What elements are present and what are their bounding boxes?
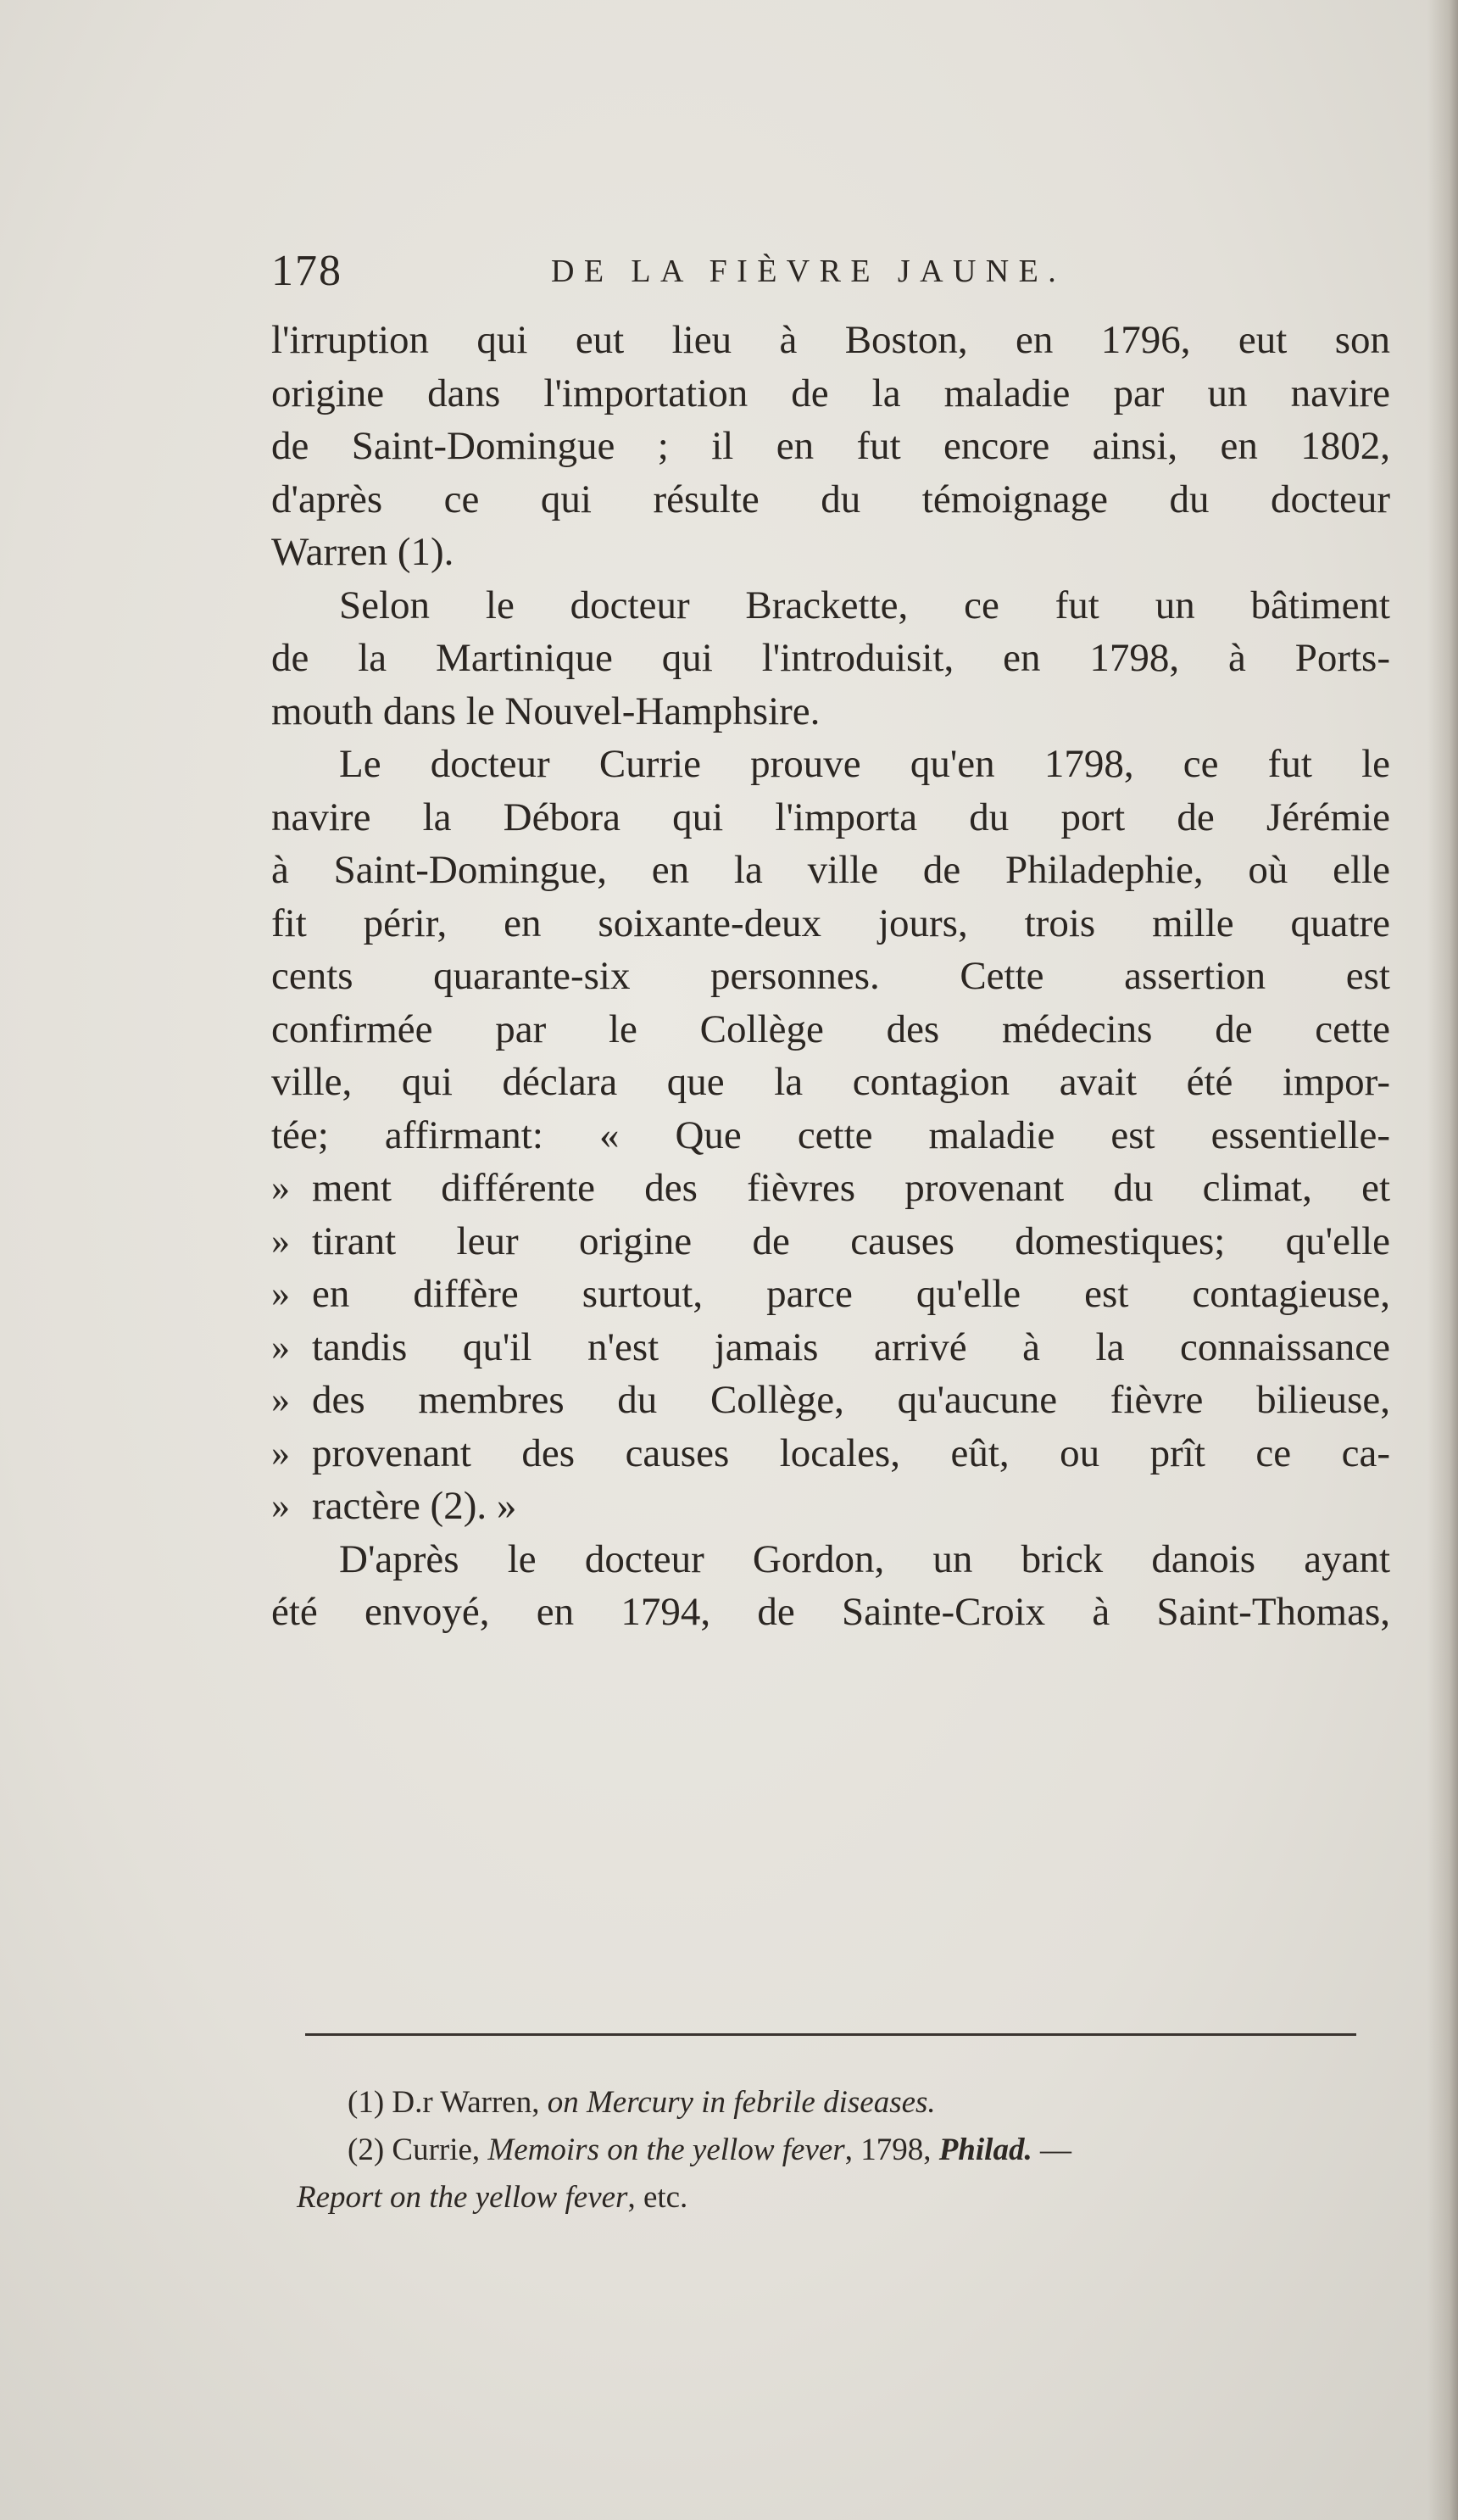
quote-line <box>271 1162 1390 1215</box>
footnote-1 <box>348 2079 1390 2127</box>
quote-line <box>271 1215 1390 1268</box>
text-line: cents quarante-six personnes. Cette assertion est <box>271 954 1390 998</box>
quote-text: tirant leur origine de causes domestiques; qu'elle <box>312 1218 1390 1263</box>
quote-line <box>271 1321 1390 1374</box>
footnote-2-year: , 1798, <box>844 2133 932 2167</box>
page-number: 178 <box>271 247 342 295</box>
main-text-block <box>271 246 1390 1639</box>
footnote-rule <box>305 2033 1356 2036</box>
guillemet: » <box>271 1273 290 1314</box>
quote-text: en diffère surtout, parce qu'elle est contagieuse, <box>312 1272 1390 1316</box>
footnote-1-title: on Mercury in febrile diseases. <box>547 2085 936 2120</box>
running-head <box>271 246 1390 314</box>
quote-text: provenant des causes locales, eût, ou prît ce ca- <box>312 1430 1390 1475</box>
quote-line <box>271 1427 1390 1480</box>
footnote-2-title: Memoirs on the yellow fever <box>487 2133 845 2167</box>
guillemet: » <box>271 1167 290 1208</box>
text-line: navire la Débora qui l'importa du port de Jérémie <box>271 794 1390 839</box>
guillemet: » <box>271 1431 290 1474</box>
guillemet: » <box>271 1325 290 1368</box>
quote-text: ractère (2). » <box>312 1484 517 1528</box>
guillemet: » <box>271 1379 290 1420</box>
footnote-2 <box>348 2127 1390 2174</box>
footnote-2-report: Report on the yellow fever <box>297 2180 628 2215</box>
guillemet: » <box>271 1485 290 1526</box>
text-line: confirmée par le Collège des médecins de cette <box>271 1006 1390 1051</box>
footnote-2-place: Philad. <box>938 2133 1032 2167</box>
guillemet: » <box>271 1219 290 1262</box>
text-line: de la Martinique qui l'introduisit, en 1798, à Ports- <box>271 636 1390 680</box>
text-line: tée; affirmant: « Que cette maladie est essentielle- <box>271 1112 1390 1157</box>
text-line: D'après le docteur Gordon, un brick danois ayant <box>339 1536 1390 1581</box>
quote-text: des membres du Collège, qu'aucune fièvre bilieuse, <box>312 1378 1390 1422</box>
body-text <box>271 314 1390 1639</box>
quote-line <box>271 1374 1390 1427</box>
quote-text: ment différente des fièvres provenant du climat, et <box>312 1166 1390 1210</box>
footnotes <box>297 2079 1390 2222</box>
quote-line <box>271 1268 1390 1321</box>
text-line: de Saint-Domingue ; il en fut encore ainsi, en 1802, <box>271 424 1390 468</box>
quote-line <box>271 1480 1390 1533</box>
page-gutter-shadow <box>1427 0 1458 2520</box>
text-line: à Saint-Domingue, en la ville de Philadephie, où elle <box>271 848 1390 892</box>
text-line: origine dans l'importation de la maladie par un navire <box>271 371 1390 415</box>
text-line: été envoyé, en 1794, de Sainte-Croix à Saint-Thomas, <box>271 1590 1390 1634</box>
text-line: l'irruption qui eut lieu à Boston, en 1796, eut son <box>271 318 1390 362</box>
text-line: d'après ce qui résulte du témoignage du docteur <box>271 477 1390 521</box>
footnote-2-marker: (2) Currie, <box>348 2133 481 2167</box>
text-line: fit périr, en soixante-deux jours, trois mille quatre <box>271 900 1390 945</box>
footnote-2-end: , etc. <box>627 2180 688 2215</box>
footnote-2-dash: — <box>1032 2133 1071 2167</box>
footnote-2-continued <box>297 2174 1390 2222</box>
text-line: mouth dans le Nouvel-Hamphsire. <box>271 689 821 733</box>
running-title: DE LA FIÈVRE JAUNE. <box>551 254 1066 289</box>
footnote-1-marker: (1) D.r Warren, <box>348 2085 540 2120</box>
text-line: Warren (1). <box>271 530 454 574</box>
text-line: ville, qui déclara que la contagion avait été impor- <box>271 1060 1390 1104</box>
text-line: Le docteur Currie prouve qu'en 1798, ce fut le <box>339 742 1390 786</box>
text-line: Selon le docteur Brackette, ce fut un bâtiment <box>339 583 1390 627</box>
quote-text: tandis qu'il n'est jamais arrivé à la connaissance <box>312 1324 1390 1369</box>
